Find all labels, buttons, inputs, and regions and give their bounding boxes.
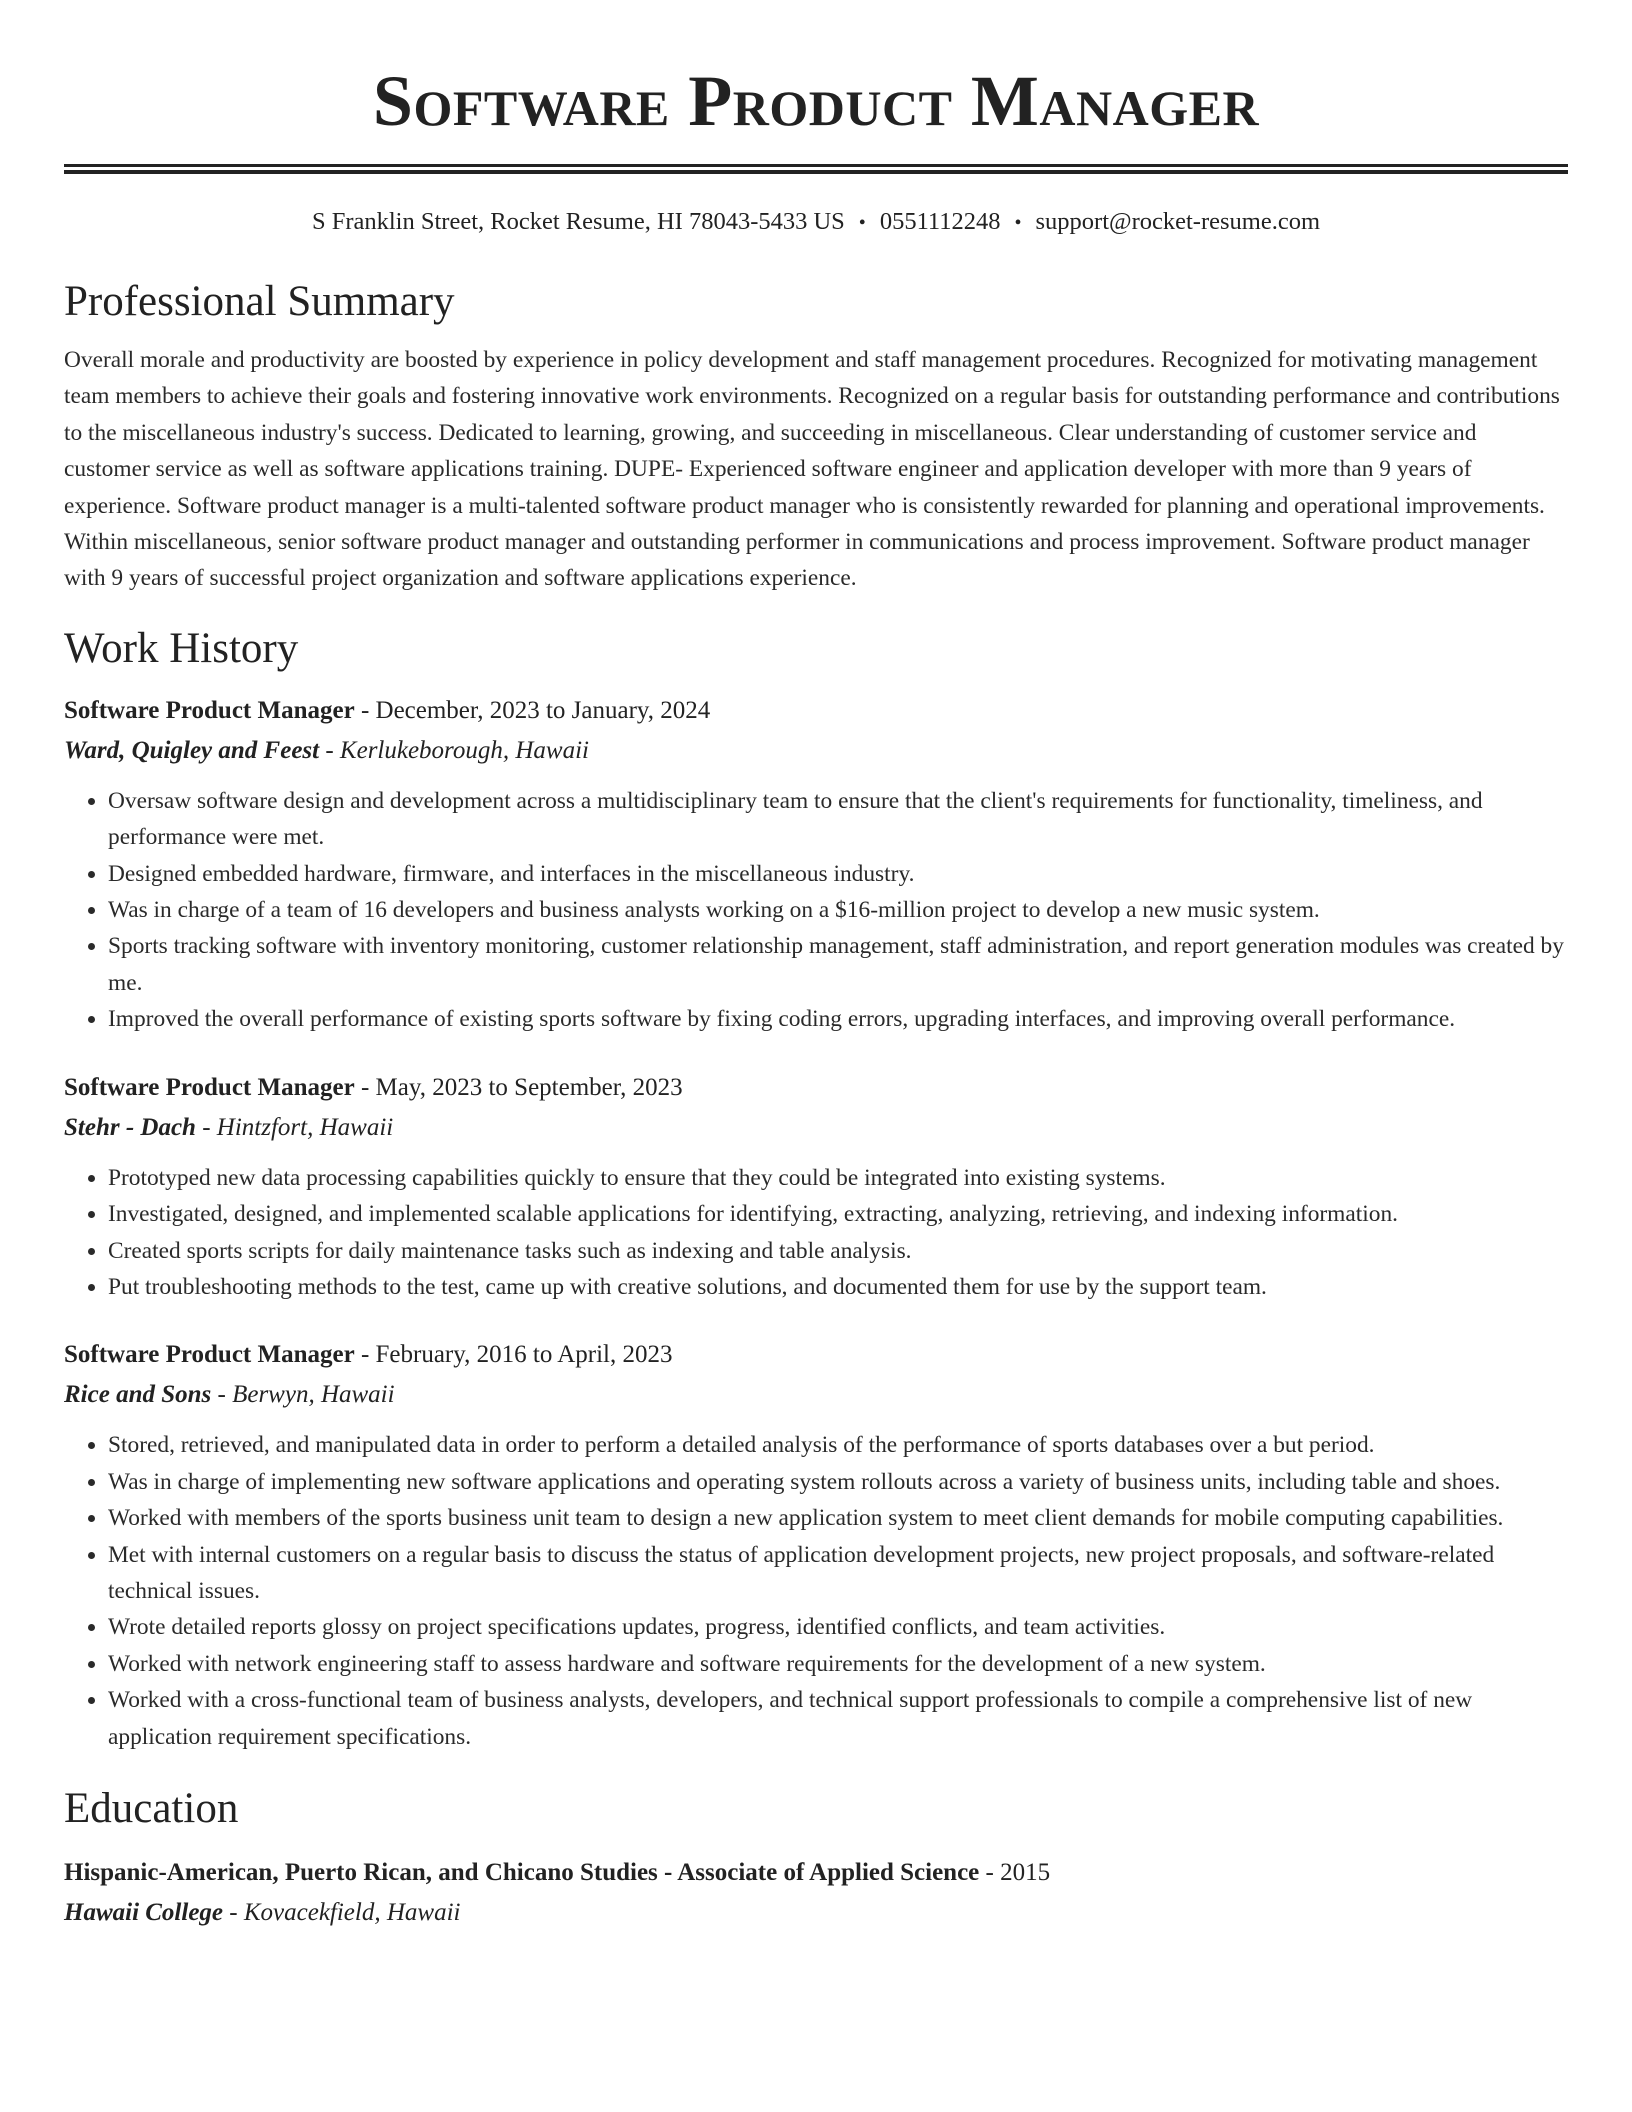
job-entry (64, 1335, 1568, 1755)
education-heading: Education (64, 1784, 239, 1832)
contact-phone: 0551112248 (879, 208, 1001, 235)
job-bullet: • Designed embedded hardware, firmware, and interfaces in the miscellaneous industry. (108, 856, 1568, 892)
job-title: Software Product Manager (64, 696, 355, 724)
company-location: - Hintzfort, Hawaii (195, 1113, 394, 1141)
education-entry (64, 1853, 1568, 1933)
contact-separator: • (858, 212, 866, 234)
company-line (64, 731, 1568, 771)
job-bullets (64, 783, 1568, 1038)
contact-address: S Franklin Street, Rocket Resume, HI 78043-5433 US (311, 208, 845, 235)
degree-year: - 2015 (979, 1858, 1051, 1886)
job-bullet: • Improved the overall performance of existing sports software by fixing coding errors, upgrading interfaces, and improving overall performance. (108, 1001, 1568, 1037)
job-bullets (64, 1427, 1568, 1755)
job-bullet: • Oversaw software design and development across a multidisciplinary team to ensure that the client's requirements for functionality, timeliness, and performance were met. (108, 783, 1568, 856)
job-bullet: • Investigated, designed, and implemented scalable applications for identifying, extracting, analyzing, retrieving, and indexing information. (108, 1196, 1568, 1232)
job-entry (64, 691, 1568, 1038)
job-title: Software Product Manager (64, 1341, 355, 1369)
job-bullets (64, 1160, 1568, 1306)
company-name: Rice and Sons (64, 1381, 212, 1409)
job-title-line (64, 1335, 1568, 1375)
resume-title: Software Product Manager (372, 61, 1260, 141)
job-bullet: • Was in charge of implementing new software applications and operating system rollouts across a variety of business units, including table and shoes. (108, 1464, 1568, 1500)
company-name: Ward, Quigley and Feest (64, 736, 320, 764)
company-line (64, 1375, 1568, 1415)
degree-name: Hispanic-American, Puerto Rican, and Chicano Studies - Associate of Applied Science (64, 1858, 980, 1886)
job-bullet: • Put troubleshooting methods to the test, came up with creative solutions, and documented them for use by the support team. (108, 1269, 1568, 1305)
contact-separator: • (1014, 212, 1022, 234)
job-bullet: • Worked with network engineering staff to assess hardware and software requirements for the development of a new system. (108, 1646, 1568, 1682)
job-title-line (64, 691, 1568, 731)
job-bullet: • Wrote detailed reports glossy on project specifications updates, progress, identified conflicts, and team activities. (108, 1609, 1568, 1645)
contact-email: support@rocket-resume.com (1035, 208, 1321, 235)
job-dates: - February, 2016 to April, 2023 (354, 1341, 673, 1369)
contact-line (64, 205, 1568, 240)
job-dates: - May, 2023 to September, 2023 (354, 1073, 683, 1101)
title-divider (64, 164, 1568, 174)
job-bullet: • Sports tracking software with inventory monitoring, customer relationship management, staff administration, and report generation modules was created by me. (108, 928, 1568, 1001)
job-bullet: • Was in charge of a team of 16 developers and business analysts working on a $16-million project to develop a new music system. (108, 892, 1568, 928)
job-title: Software Product Manager (64, 1073, 355, 1101)
school-line (64, 1893, 1568, 1933)
company-line (64, 1108, 1568, 1148)
job-entry (64, 1068, 1568, 1306)
job-bullet: • Prototyped new data processing capabilities quickly to ensure that they could be integrated into existing systems. (108, 1160, 1568, 1196)
school-location: - Kovacekfield, Hawaii (223, 1898, 461, 1926)
work-history-heading: Work History (64, 624, 299, 672)
summary-heading: Professional Summary (64, 278, 455, 325)
job-bullet: • Stored, retrieved, and manipulated data in order to perform a detailed analysis of the performance of sports databases over a but period. (108, 1427, 1568, 1463)
job-title-line (64, 1068, 1568, 1108)
job-bullet: • Created sports scripts for daily maintenance tasks such as indexing and table analysis. (108, 1233, 1568, 1269)
job-bullet: • Met with internal customers on a regular basis to discuss the status of application development projects, new project proposals, and software-related technical issues. (108, 1537, 1568, 1610)
job-bullet: • Worked with a cross-functional team of business analysts, developers, and technical support professionals to compile a comprehensive list of new application requirement specifications. (108, 1682, 1568, 1755)
company-location: - Berwyn, Hawaii (211, 1381, 395, 1409)
job-bullet: • Worked with members of the sports business unit team to design a new application system to meet client demands for mobile computing capabilities. (108, 1500, 1568, 1536)
company-location: - Kerlukeborough, Hawaii (319, 736, 589, 764)
summary-text: Overall morale and productivity are boosted by experience in policy development and staff management procedures. Recognized for motivating management team members to achieve their goals and fostering innovative work environments. Recognized on a regular basis for outstanding performance and contributions to the miscellaneous industry's success. Dedicated to learning, growing, and succeeding in miscellaneous. Clear understanding of customer service and customer service as well as software applications training. DUPE- Experienced software engineer and application developer with more than 9 years of experience. Software product manager is a multi-talented software product manager who is consistently rewarded for planning and operational improvements. Within miscellaneous, senior software product manager and outstanding performer in communications and process improvement. Software product manager with 9 years of successful project organization and software applications experience. (64, 347, 1560, 592)
job-dates: - December, 2023 to January, 2024 (354, 696, 711, 724)
school-name: Hawaii College (64, 1898, 224, 1926)
company-name: Stehr - Dach (64, 1113, 196, 1141)
degree-line (64, 1853, 1568, 1893)
